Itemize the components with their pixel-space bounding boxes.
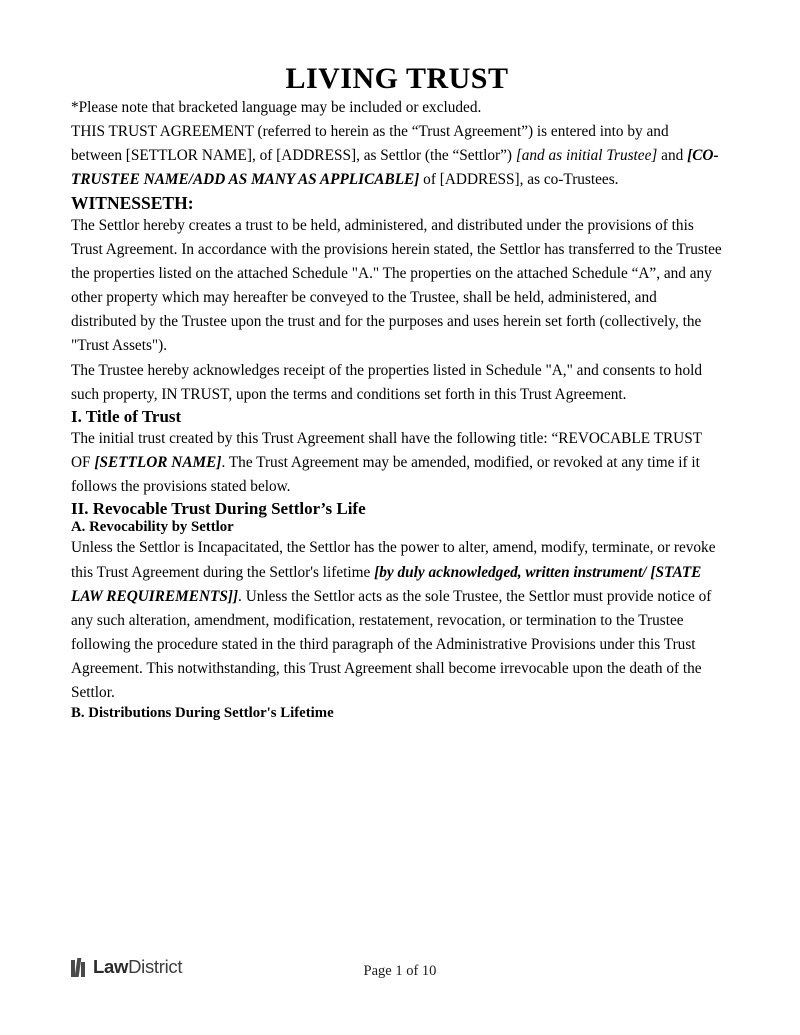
intro-text-part3: of [ADDRESS], as co-Trustees. <box>419 171 619 189</box>
section-ii-a-text-bolditalic: [by duly acknowledged, written instrument/ [STATE LAW REQUIREMENTS]] <box>71 563 702 605</box>
bracket-note-text: *Please note that bracketed language may be included or excluded. <box>71 99 482 116</box>
section-i-text-part1: The initial trust created by this Trust Agreement shall have the following title: “REVOCABLE TRUST OF <box>71 429 702 472</box>
section-i-paragraph <box>71 427 723 499</box>
section-ii-a-text-part2: . Unless the Settlor acts as the sole Trustee, the Settlor must provide notice of any such alteration, amendment, modification, restatement, revocation, or termination to the Trustee following the procedure stated in the third paragraph of the Administrative Provisions under this Trust Agreement. This notwithstanding, this Trust Agreement shall become irrevocable upon the death of the Settlor. <box>71 587 712 702</box>
document-content <box>71 0 723 722</box>
intro-text-italic: [and as initial Trustee] <box>515 147 658 165</box>
intro-text-part1: THIS TRUST AGREEMENT (referred to herein as the “Trust Agreement”) is entered into by and between [SETTLOR NAME], of [ADDRESS], as Settlor (the “Settlor”) <box>71 123 669 165</box>
intro-text-bolditalic: [CO-TRUSTEE NAME/ADD AS MANY AS APPLICABLE] <box>71 147 719 189</box>
witnesseth-heading-colon: : <box>187 192 194 213</box>
intro-text-part2: and <box>657 147 688 165</box>
section-ii-b-heading: B. Distributions During Settlor's Lifetime <box>71 705 334 722</box>
intro-paragraph <box>71 120 723 192</box>
page-title: LIVING TRUST <box>285 62 509 95</box>
section-i-heading: I. Title of Trust <box>71 406 182 426</box>
section-ii-a-paragraph <box>71 536 723 705</box>
logo-text-bold: Law <box>93 956 129 977</box>
page-number: Page 1 of 10 <box>363 963 437 979</box>
witnesseth-heading-text: WITNESSETH <box>71 192 188 213</box>
section-ii-a-text-part1: Unless the Settlor is Incapacitated, the Settlor has the power to alter, amend, modify, terminate, or revoke this Trust Agreement during the Settlor's lifetime <box>71 539 716 581</box>
logo-text-light: District <box>128 956 183 977</box>
section-i-text-part2: . The Trust Agreement may be amended, modified, or revoked at any time if it follows the provisions stated below. <box>71 454 700 496</box>
witnesseth-paragraph-2: The Trustee hereby acknowledges receipt of the properties listed in Schedule "A," and consents to hold such property, IN TRUST, upon the terms and conditions set forth in this Trust Agreement. <box>71 361 703 403</box>
section-i-text-bolditalic: [SETTLOR NAME] <box>94 454 222 472</box>
witnesseth-paragraph-1: The Settlor hereby creates a trust to be held, administered, and distributed under the provisions of this Trust Agreement. In accordance with the provisions herein stated, the Settlor has transferred to the Trustee the properties listed on the attached Schedule "A." The properties on the attached Schedule “A”, and any other property which may hereafter be conveyed to the Trustee, shall be held, administered, and distributed by the Trustee upon the trust and for the purposes and uses herein set forth (collectively, the "Trust Assets"). <box>71 216 722 355</box>
section-ii-heading: II. Revocable Trust During Settlor’s Life <box>71 499 366 519</box>
bracket-note <box>71 96 723 120</box>
witnesseth-heading <box>71 193 723 214</box>
section-ii-a-heading: A. Revocability by Settlor <box>71 519 234 536</box>
